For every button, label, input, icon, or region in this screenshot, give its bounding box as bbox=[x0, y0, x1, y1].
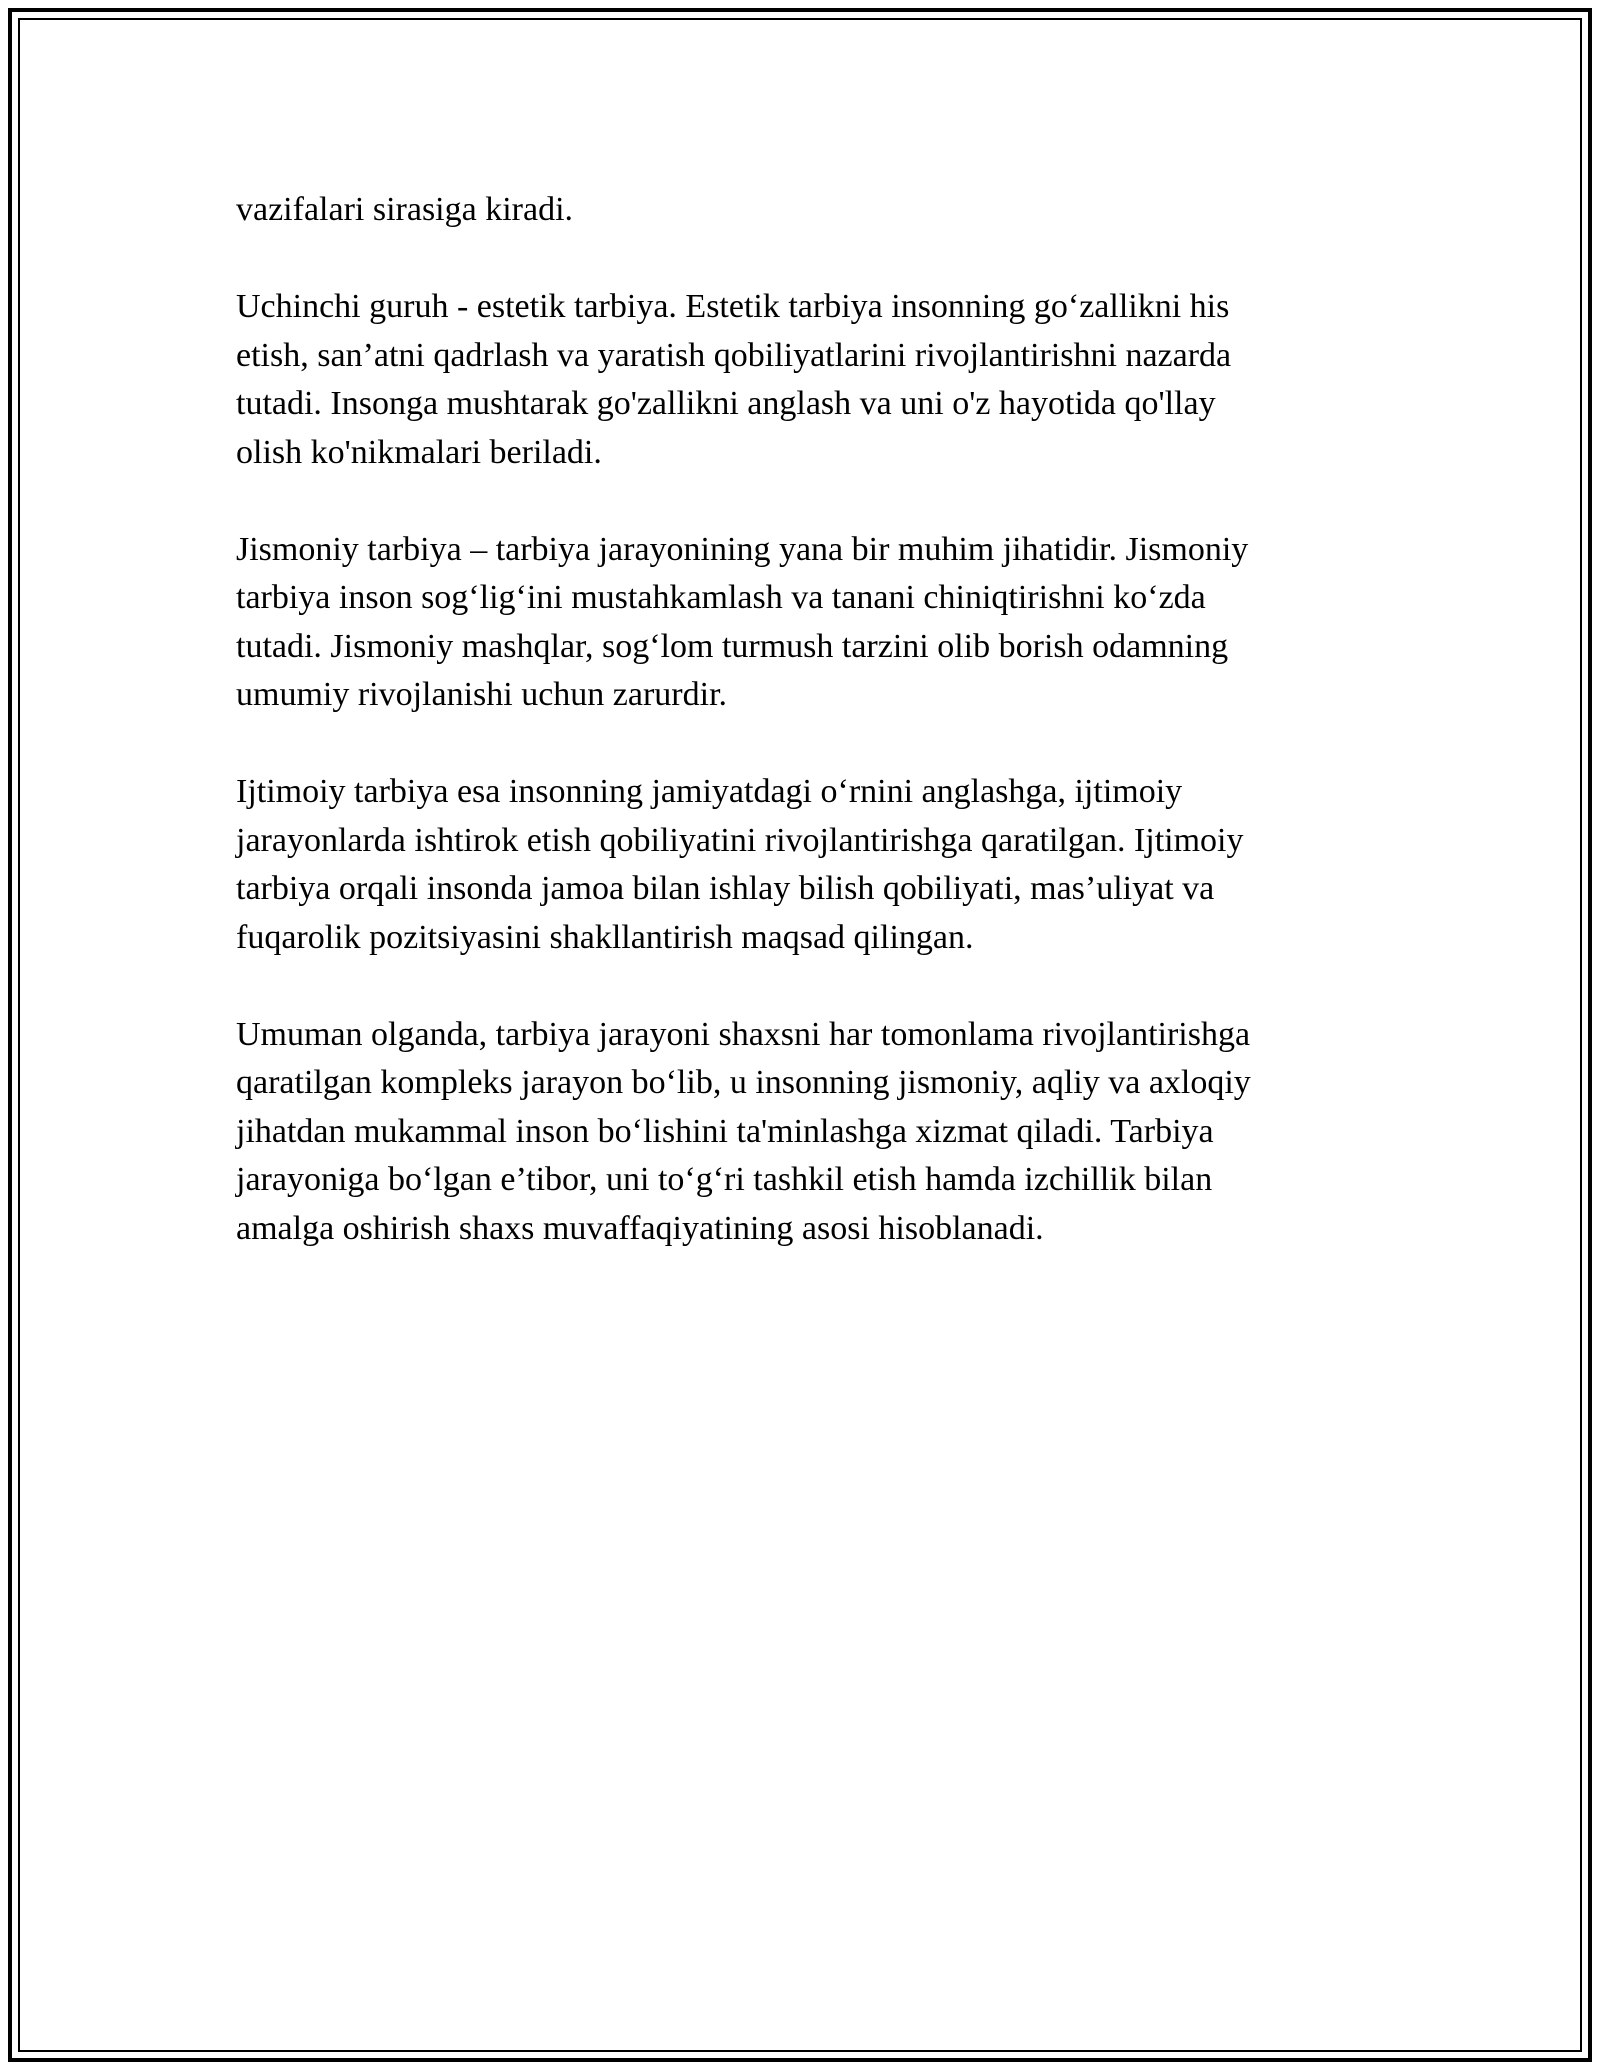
paragraph-physical-education: Jismoniy tarbiya – tarbiya jarayonining yana bir muhim jihatidir. Jismoniy tarbiya inson sog‘lig‘ini mustahkamlash va tanani chiniqtirishni ko‘zda tutadi. Jismoniy mashqlar, sog‘lom turmush tarzini olib borish odamning umumiy rivojlanishi uchun zarurdir. bbox=[236, 530, 1249, 713]
paragraph-continuation: vazifalari sirasiga kiradi. bbox=[236, 191, 574, 228]
paragraph-conclusion: Umuman olganda, tarbiya jarayoni shaxsni har tomonlama rivojlantirishga qaratilgan kompleks jarayon bo‘lib, u insonning jismoniy, aqliy va axloqiy jihatdan mukammal inson bo‘lishini ta'minlashga xizmat qiladi. Tarbiya jarayoniga bo‘lgan e’tibor, uni to‘g‘ri tashkil etish hamda izchillik bilan amalga oshirish shaxs muvaffaqiyatining asosi hisoblanadi. bbox=[236, 1015, 1251, 1247]
document-body bbox=[236, 186, 1356, 1302]
paragraph-social-education: Ijtimoiy tarbiya esa insonning jamiyatdagi o‘rnini anglashga, ijtimoiy jarayonlarda ishtirok etish qobiliyatini rivojlantirishga qaratilgan. Ijtimoiy tarbiya orqali insonda jamoa bilan ishlay bilish qobiliyati, mas’uliyat va fuqarolik pozitsiyasini shakllantirish maqsad qilingan. bbox=[236, 773, 1244, 956]
paragraph-aesthetic-education: Uchinchi guruh - estetik tarbiya. Estetik tarbiya insonning go‘zallikni his etish, san’atni qadrlash va yaratish qobiliyatlarini rivojlantirishni nazarda tutadi. Insonga mushtarak go'zallikni anglash va uni o'z hayotida qo'llay olish ko'nikmalari beriladi. bbox=[236, 288, 1232, 471]
